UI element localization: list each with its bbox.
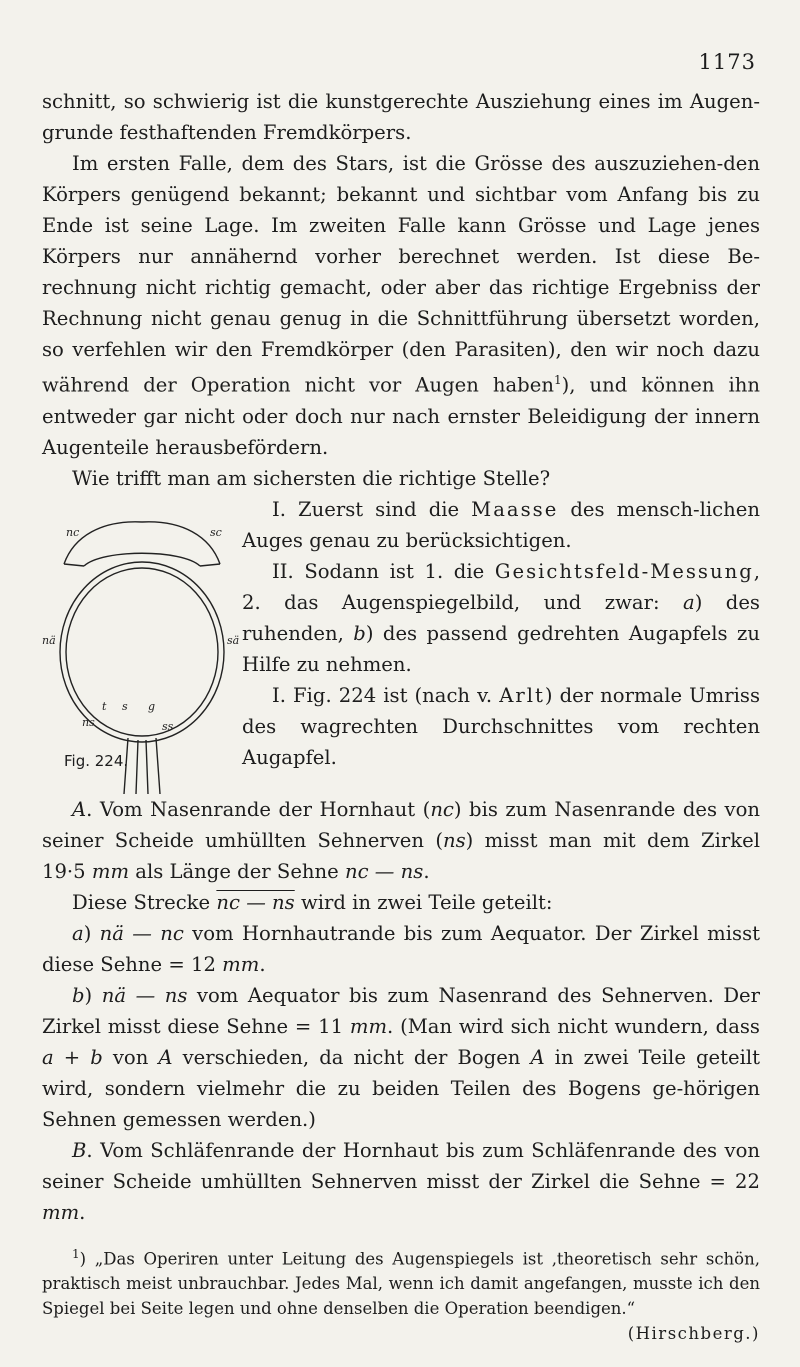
section-a [42, 794, 760, 887]
point-i-post: des mensch-lichen Auges genau zu berücksichtigen. [242, 497, 760, 552]
part-a-end: . [259, 952, 266, 976]
part-b-A2: A [530, 1045, 545, 1069]
label-g: g [148, 699, 156, 713]
label-ns: ns [82, 715, 95, 729]
part-b-mm: mm [349, 1014, 388, 1038]
divide-paragraph [42, 887, 760, 918]
section-a-text1: . Vom Nasenrande der Hornhaut ( [86, 797, 431, 821]
point-ii [242, 556, 760, 680]
part-b-A: A [158, 1045, 173, 1069]
point-ii-b: b [353, 621, 366, 645]
divide-text2: wird in zwei Teile geteilt: [294, 890, 553, 914]
page-number: 1173 [698, 50, 756, 74]
paragraph-2 [42, 148, 760, 463]
point-ii-spaced: Gesichtsfeld-Messung [494, 559, 754, 583]
lens-arc [84, 553, 200, 566]
part-a: a) nä — nc vom Hornhautrande bis zum Aequator. Der Zirkel misst diese Sehne = 12 mm. [42, 921, 761, 976]
label-nc: nc [66, 525, 80, 539]
section-a-text5: . [423, 859, 430, 883]
section-b-end: . [79, 1200, 86, 1224]
part-a-text: vom Hornhautrande bis zum Aequator. Der Zirkel misst diese Sehne = 12 [42, 921, 761, 976]
fig-desc-pre: I. Fig. 224 ist (nach v. [272, 683, 500, 707]
label-t: t [102, 699, 107, 713]
point-ii-pre: II. Sodann ist 1. die [272, 559, 495, 583]
section-a-label: A [72, 797, 87, 821]
retina-outline [66, 568, 218, 736]
section-b-text1: . Vom Schläfenrande der Hornhaut bis zum Schläfenrande des von seiner Scheide umhüllten Sehnerven misst der Zirkel die Sehne = 22 [42, 1138, 760, 1193]
figure-side-text [242, 494, 760, 773]
part-b-b: b [90, 1045, 103, 1069]
section-a-ns: ns [442, 828, 466, 852]
section-a-text3: ) misst man mit dem Zirkel 19·5 [42, 828, 760, 883]
label-s: s [122, 699, 128, 713]
divide-text1: Diese Strecke [72, 890, 217, 914]
point-ii-b-text: ) des passend gedrehten Augapfels zu Hilfe zu nehmen. [242, 621, 760, 676]
label-na: nä [42, 633, 56, 647]
part-a-mm: mm [222, 952, 260, 976]
figure-caption: Fig. 224. [64, 751, 129, 770]
part-b-text1: vom Aequator bis zum Nasenrand des Sehnerven. Der Zirkel misst diese Sehne = 11 [42, 983, 761, 1038]
part-b-text4: verschieden, da nicht der Bogen [172, 1045, 531, 1069]
paragraph-2-text: Im ersten Falle, dem des Stars, ist die Grösse des auszuziehen-den Körpers genügend bekannt; bekannt und sichtbar vom Anfang bis zu Ende ist seine Lage. Im zweiten Falle kann Grösse und Lage jenes Körpers nur annähernd vorher berechnet werden. Ist diese Be-rechnung nicht richtig gemacht, oder aber das richtige Ergebniss der Rechnung nicht genau genug in die Schnittführung übersetzt worden, so verfehlen wir den Fremdkörper (den Parasiten), den wir noch dazu während der Operation nicht vor Augen haben [42, 152, 760, 397]
part-b-a: a [42, 1045, 54, 1069]
point-i-pre: I. Zuerst sind die [272, 497, 472, 521]
part-b-text2: . (Man wird sich nicht wundern, dass [387, 1014, 760, 1038]
section-a-chord: nc — ns [344, 859, 424, 883]
figure-block [42, 494, 760, 794]
fig-desc-post: ) der normale Umriss des wagrechten Durchschnittes vom rechten Augapfel. [242, 683, 761, 769]
footnote-mark: 1 [72, 1246, 80, 1261]
section-a-nc: nc [430, 797, 454, 821]
label-ss: ss [162, 719, 174, 733]
cornea-edges [64, 564, 220, 566]
part-b-text5: in zwei Teile geteilt wird, sondern vielmehr die zu beiden Teilen des Bogens ge-hörigen Sehnen gemessen werden.) [42, 1045, 760, 1131]
footnote [42, 1242, 760, 1347]
divide-chord: nc — ns [216, 890, 295, 914]
section-b-mm: mm [42, 1200, 80, 1224]
label-sa: sä [227, 633, 240, 647]
footnote-body: ) „Das Operiren unter Leitung des Augenspiegels ist ‚theoretisch sehr schön, praktisch meist unbrauchbar. Jedes Mal, wenn ich damit angefangen, musste ich den Spiegel bei Seite legen und ohne denselben die Operation beendigen.“ [42, 1249, 760, 1319]
section-a-text4: als Länge der Sehne [129, 859, 345, 883]
section-a-mm: mm [91, 859, 130, 883]
eyeball-outline [60, 562, 224, 742]
paragraph-1: schnitt, so schwierig ist die kunstgerechte Ausziehung eines im Augen-grunde festhaftenden Fremdkörpers. [42, 90, 760, 144]
point-i-spaced: Maasse [471, 497, 559, 521]
section-b-label: B [72, 1138, 87, 1162]
part-a-label: a [72, 921, 84, 945]
point-ii-post: , 2. das Augenspiegelbild, und zwar: [242, 559, 760, 614]
paragraph-2-end: ), und können ihn entweder gar nicht oder doch nur nach ernster Beleidigung der innern Augenteile herausbefördern. [42, 373, 761, 459]
section-b [42, 1135, 760, 1228]
paragraph-3: Wie trifft man am sichersten die richtige Stelle? [72, 466, 551, 490]
point-ii-a-text: ) des ruhenden, [242, 590, 760, 645]
part-b-text3: von [102, 1045, 159, 1069]
page-body [42, 86, 760, 1346]
footnote-text [42, 1242, 760, 1322]
label-sc: sc [210, 525, 222, 539]
point-i [242, 494, 760, 556]
figure-description [242, 680, 760, 773]
section-a-text2: ) bis zum Nasenrande des von seiner Scheide umhüllten Sehnerven ( [42, 797, 760, 852]
point-ii-a: a [683, 590, 695, 614]
part-b-label: b [72, 983, 85, 1007]
fig-desc-arlt: Arlt [499, 683, 545, 707]
part-b-plus: + [53, 1045, 91, 1069]
part-a-chord: nä — nc [99, 921, 184, 945]
footnote-ref[interactable]: 1 [553, 373, 562, 387]
part-b: b) nä — ns vom Aequator bis zum Nasenrand des Sehnerven. Der Zirkel misst diese Sehne = 11 mm. (Man wird sich nicht wundern, dass a + b von A verschieden, da nicht der Bogen A in zwei Teile geteilt wird, sondern vielmehr die zu beiden Teilen des Bogens ge-hörigen Sehnen gemessen werden.) [42, 983, 761, 1131]
part-b-chord: nä — ns [101, 983, 188, 1007]
footnote-author: (Hirschberg.) [627, 1324, 760, 1344]
optic-nerve-right [146, 738, 160, 794]
